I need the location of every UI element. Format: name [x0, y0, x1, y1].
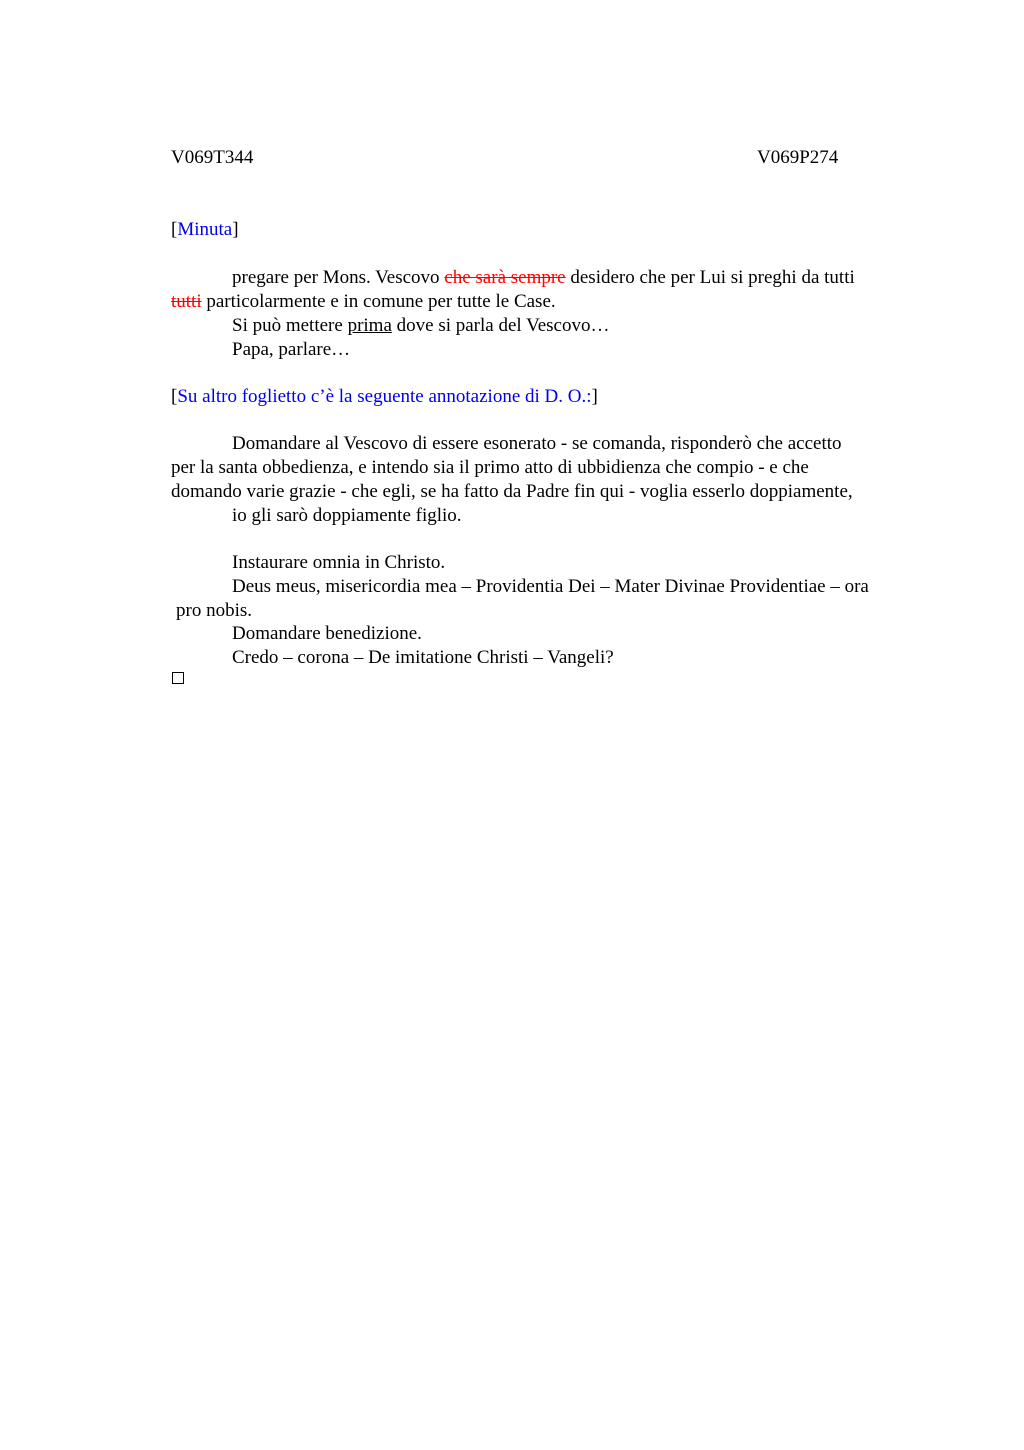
- underlined-text: prima: [347, 315, 392, 336]
- minuta-label: Minuta: [177, 219, 233, 240]
- minuta-line-2: [171, 290, 556, 314]
- section-label-annotation: [171, 385, 598, 409]
- bracket-close: ]: [232, 219, 239, 240]
- empty-square-icon: [172, 672, 184, 684]
- paragraph-1-line-1: Domandare al Vescovo di essere esonerato - se comanda, risponderò che accetto: [232, 433, 842, 454]
- paragraph-1-line-2: per la santa obbedienza, e intendo sia il primo atto di ubbidienza che compio - e che: [171, 457, 809, 478]
- minuta-line-3: [232, 314, 609, 338]
- text-segment: Si può mettere: [232, 315, 348, 336]
- deleted-text: tutti: [171, 291, 202, 312]
- paragraph-1-line-4: io gli sarò doppiamente figlio.: [232, 505, 462, 526]
- bracket-open: [: [171, 386, 178, 407]
- paragraph-1-line-3: domando varie grazie - che egli, se ha fatto da Padre fin qui - voglia esserlo doppiamente,: [171, 481, 853, 502]
- paragraph-5-line-1: Credo – corona – De imitatione Christi – Vangeli?: [232, 647, 614, 668]
- bracket-close: ]: [591, 386, 598, 407]
- text-segment: desidero che per Lui si preghi da tutti: [565, 267, 855, 288]
- paragraph-2-line-1: Instaurare omnia in Christo.: [232, 552, 446, 573]
- text-segment: particolarmente e in comune per tutte le Case.: [201, 291, 556, 312]
- section-label-minuta: [171, 218, 239, 242]
- minuta-line-4: Papa, parlare…: [232, 339, 351, 360]
- text-segment: dove si parla del Vescovo…: [391, 315, 610, 336]
- annotation-label: Su altro foglietto c’è la seguente annotazione di D. O.:: [177, 386, 592, 407]
- minuta-line-1: [232, 266, 855, 290]
- paragraph-4-line-1: Domandare benedizione.: [232, 623, 422, 644]
- deleted-text: che sarà sempre: [444, 267, 566, 288]
- header-right-code: V069P274: [757, 147, 839, 168]
- text-segment: pregare per Mons. Vescovo: [232, 267, 445, 288]
- paragraph-3-line-1: Deus meus, misericordia mea – Providentia Dei – Mater Divinae Providentiae – ora: [232, 576, 869, 597]
- header-left-code: V069T344: [171, 147, 254, 168]
- bracket-open: [: [171, 219, 178, 240]
- paragraph-3-line-2: pro nobis.: [176, 600, 252, 621]
